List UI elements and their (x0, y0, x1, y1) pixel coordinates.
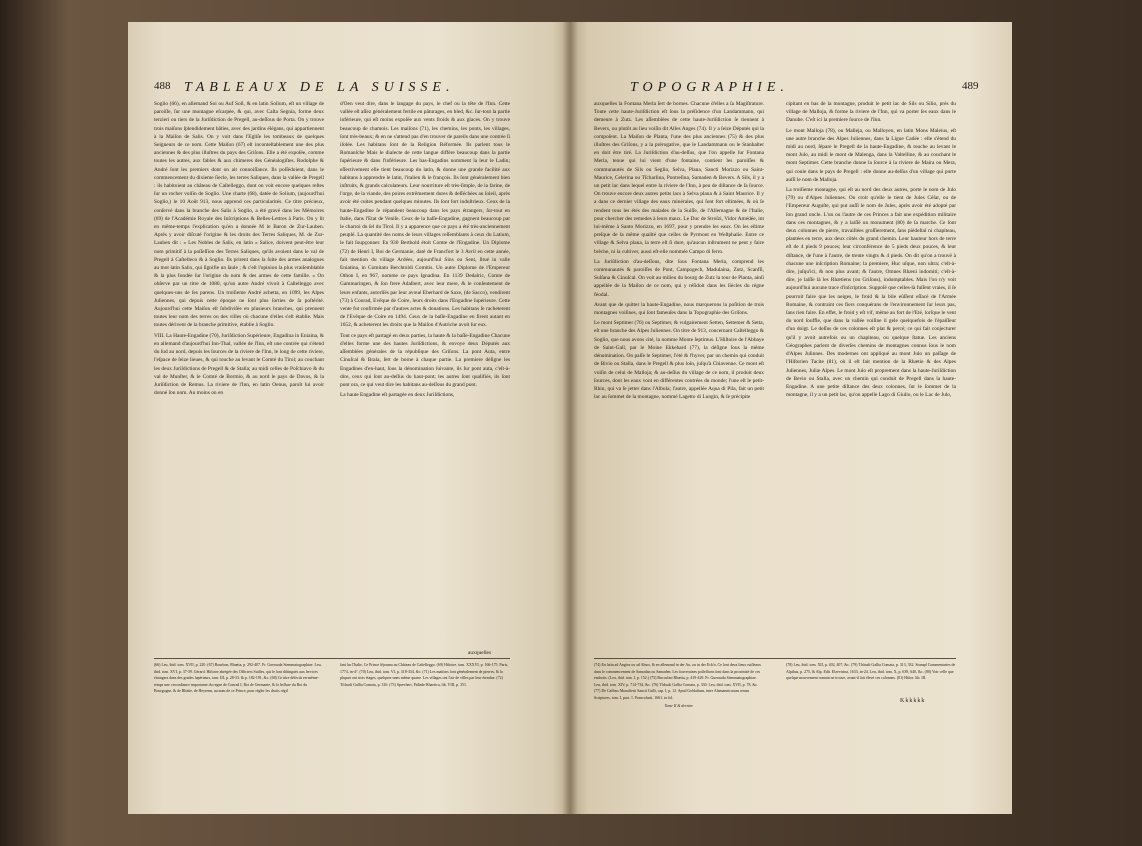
paragraph: cipitant en bas de la montagne, produit le petit lac de Sils ou Silio, près du village de Malloja, & forme la riviere de l'Inn, qui va porter ſes eaux dans le Danube. C'eſt ici la premiere ſource de l'Inn. (786, 101, 956, 124)
footnote: (66) Leu, ibid. tom. XVII, p. 220. (67) Bourbon, Rhætia, p. 292-407. Fr. Guerauda Stemmatographiae. Leu, ibid. tom. XVI, p. 37-39. Gérard. Hiſtoire abrégée des Officiers Suiſſes, qui ſe ſont diſtingués aux ſervices étrangers dans des grades ſupérieurs, tom. III, p. 28-33. & p. 182-191, &c. (68) Ce titre défectit en-même-temps une circonſtance importante du regne de Conrad I, Roi de Germanie, & la ſeiſſure du Roi du Bourgogne, & de Rhätie, de Heyrenn, au nom de ce Prince, pour régler les droits régiſ (154, 663, 322, 694)
paragraph: La Juriſdiction d'au-deſſous, dite ſous Fontana Merla, comprend les communautés & paroiſſes de Pont, Campogech, Madulaina, Zutz, Scanfſi, Sulſana & Cinuſcal. On voit au milieu du bourg de Zutz la tour de Planta, ainſi appellée de la Maiſon de ce nom, qui y réſidoit dans les ſiècles du régne féodal. (594, 258, 764, 298)
paragraph: VIII. La Haute-Engadine (70), Juriſdiction Supérieure, Engadina in Eniaina, & en allemand d'aujourd'hui Inn-Thal, vallée de l'Inn, eſt une contrée qui s'étend du ſud au nord, depuis les ſources de la riviere de l'Inn, le long de cette riviere, l'eſpace de ſeize lieues, & qui touche au levant le Comté du Tirol; au couchant les deux Juriſdictions de Pregell & de Stalla; au midi celles de Poſchiavo & du val de Munſter, & le Comté de Bormio, & au nord le pays de Davos, & la Juriſdiction de Remus. La riviere de l'Inn, en latin Oenus, paroît lui avoir donné ſon nom. Au moins on en (154, 332, 324, 397)
catchword: auxquelles (468, 650, 492, 656)
right-column-1 (594, 100, 764, 403)
footnote: (74) En latin ad Angios ou ad Alnos, & en allemand in der Au, ou in der Eck'n. Ce ſont deux lieux ruiſſeaux dans le commencement de Samadan ou Samaden. Les ſouveraines poſſeſſions ſont dans la proximité de ces endroits. (Leu, ibid. tom. I, p. 152.) (75) Bucculini Rhætia, p. 419-429. Fr. Guerauda Stemmatographiae. Leu, ibid. tom. XIV, p. 714-734, &c. (76) Tſchudi Gallia Comata, p. 330. Leu, ibid. tom. XVII, p. 78, &c. (77) De Caſibus Monaſterii Sancti Galli, cap. I, p. 12. Apud Goldaſtum, inter Alamannicarum rerum Scriptores, tom. I, part. 1. Francofurti, 1661. in fol. (594, 663, 761, 700)
paragraph: La haute Engadine eſt partagée en deux Juriſdictions, (340, 392, 455, 399)
paragraph: auxquelles la Fontana Merla ſert de bornes. Chacune d'elles a ſa Magiſtrature. Toute cette haute-Juriſdiction eſt ſous la préſidence d'un Landammann, qui demeure à Zutz. Les aſſemblées de cette haute-Juriſdiction ſe tiennent à Bevers, ou plutôt au lieu voiſin dit Alles Anges (74). Il y a ſeize Députés qui la compoſent. La Maiſon de Planta, l'une des plus anciennes (75) & des plus illuſtres des Griſons, y a la prérogative, que le Landammann ou le Stanhalter en doit être tiré. La Juriſdiction d'au-deſſus, que l'on appelle ſur Fontana Merla, tenue qui lui vient d'une fontaine, contient les paroiſſes & communautés de Sils ou Seglio, Selva, Plana, Sancti Morizzo ou Saint-Maurice, Celerina ou Tſcharlina, Pontreſina, Samaden & Bevers. A Sils, il y a un petit lac dans lequel entre la riviere de l'Inn, à peu de diſtance de ſa ſource. On trouve encore deux autres petits lacs à Selva plana & à Saint Maurice. Il y a dans ce dernier village des eaux minérales, qui ſont fort eſtimées, & où ſe rendent tous les étés des malades de la Suiſſe, de l'Allemagne & de l'Italie, pour chercher des remedes à leurs maux. Le Duc de Stroſzi, Vidor Amédée, int lui-même à Santo Morizzo, en 1697, pour y prendre les eaux. On les eſtime preſque de la même qualité que celles de Pyrmont en Weſtphalie. Entre ce village & Selva plana, la terre eſt ſi dure, qu'aucun inſtrument ne peut y faire brèche, ni la cultiver, aussi eſt-elle nommée Campo di ferro. (594, 101, 764, 255)
footnote-rule (154, 658, 510, 659)
volume-note: Tome II & dernier. (664, 703, 694, 708)
footnote: ſant ſur l'Italie, Ce Prince ſéjourna au Château de Caſtelleggo. (69) Hiſtoire, tom. XXXVI, p. 166-175. Paris, 1774, in-4°. (70) Leu, ibid. tom. VI, p. 318-334, &c. (71) Les maiſons ſont généralement de pierres, & la plupart ont trois étages, quelques-unes même quatre. Les villages ont l'air de villes par leur étendue. (72) Tſchudi Gallia Comata, p. 316. (73) Sprecheri, Pallade Rhaetica, lib. VIII, p. 351. (340, 663, 509, 687)
right-footnotes-2 (786, 662, 956, 683)
paragraph: Avant que de quitter la haute-Engadine, nous marquerons la poſition de trois montagnes voiſines, qui ſont fameuſes dans la Topographie des Griſons. (594, 301, 764, 317)
paragraph: La troiſieme montagne, qui eſt au nord des deux autres, porte le nom de Julo (79) ou d'Alpes Juliennes. On croit qu'elle le tient de Jules Céſar, ou de l'Empereur Auguſte, qui put auſſi le nom de Jules, après avoir été adopté par ſon grand oncle. L'un ou l'autre de ces Princes a fait une expédition militaire dans ces montagnes, & y a laiſſé un monument (80) de ſa marche. Ce ſont deux colonnes de pierre, travaillées groſſierement, ſans piédeſtal ni chapiteau, plantées en terre, aux deux côtés du grand chemin. Leur hauteur hors de terre eſt de 4 pieds 9 pouces; leur circonférence de 5 pieds deux pouces, & leur diſtance, de l'une à l'autre, de trente vingts & 4 pieds. On dit qu'on a trouvé à chacune une inſcription Romaine; la premiere, Huc uſque, non ultra; c'eſt-à-dire, juſqu'ici, & non plus avant; & l'autre, Omnes Rhæni indomiti; c'eſt-à-dire, je laiſſe là les Rhætiens (ou Griſons), indomptables. Mais l'on n'y voit aujourd'hui aucune trace d'inſcription. Suppoſé que celles-là fuſſent vraies, il ſe pourroit faire que les neiges, le froid & la bile eûſſent eſſacé de l'Armée Romaine, & contraint ces fiers conquérans de l'environnement ſur leurs pas, ſans rien faire. En effet, le froid y eſt vif, même au fort de l'Eté, lorſque le vent du nord ſouffle, que dans la vallée voiſine il gele quelquefois de l'épaiſſeur d'un doigt. Le deſſus de ces colonnes eſt plat & percé; ce qui fait conjecturer qu'il y avoit autrefois ou un chapiteau, ou quelque ſtatue. Les anciens Géographes parlent de diverſes chemins de montagnes connus ſous le nom d'Alpes Julinnes. Des modernes ont appliqué au mont Julo un paſſage de l'Hiſtorien Tacite (81), où il eſt fait mention de la Rhætie & des Alpes Juliennes, Juliæ Alpes. Le mont Julo eſt proprement dans la haute-Juriſdiction de Bevio ou Stalla, avec un chemin qui conduit de Pregell dans la haute-Engadine. A une petite diſtance des deux colonnes, ſur le ſommet de la montagne, il y a un petit lac, qu'on appelle Lago di Giulio, ou le Lac de Julo, (786, 187, 956, 399)
left-footnotes-1 (154, 662, 324, 696)
book-spread (128, 22, 1012, 814)
right-page (570, 22, 1012, 814)
left-footnotes-2 (340, 662, 510, 689)
right-running-head: TOPOGRAPHIE. (630, 80, 789, 95)
left-page (128, 22, 570, 814)
right-column-2 (786, 100, 956, 401)
paragraph: Tout ce pays eſt partagé en deux parties, la haute & la baſſe-Engadine Chacune d'elles forme une des hautes Juriſdictions, & envoye deux Députés aux aſſemblées générales de la république des Griſons. La pont Auta, entre Cinuſcal & Brala, ſert de borne à chaque partie. La premiere déſigne les Engadines d'en-haut, ſous la dénomination ſuivante, ils ſur pont auta, c'eſt-à-dire, ceux qui ſont au-deſſus du haut-pont; les autres ſont qualifiés, ils ſont pont ora, ce qui veut dire les habitans au-deſſous du grand pont. (340, 332, 510, 388)
footnote-rule (594, 658, 956, 659)
paragraph: d'Oen veut dire, dans le langage du pays, le chef ou la tête de l'Inn. Cette vallée eſt aſſez généralement fertile en pâturages, en bled, &c. ſur-tout la partie inférieure, qui eſt moins expoſée aux vents froids & aux glaces. On y trouve beaucoup de chamois. Les maiſons (71), les chemins, les ponts, les villages, ſont très-beaux; & en ne s'attend pas d'en trouver de pareils dans une contrée ſi iſolée. Les habitans ſont de la Religion Réformée. Ils parlent tous le Romanſche Mais le dialecte de cette langue diffère beaucoup dans la partie ſupérieure & dans l'inférieure. Les bas-Engadins nomment la leur le Ladin; eſſectivement elle tient beaucoup du latin, & donne une grande facilité aux habitans à apprendre le latin, l'italien & le françois. Ils ſont généralement bien inſtruits, & grands calculateurs. Leur nourriture eſt très-ſimple, de la farine, de l'orge, de la viande, des poires extrêmement dures & deſſéchées au ſoleil, après avoir été cuites pendant quelques minutes. Ils ſont fort induſtrieux. Ceux de la haute-Engadine ſe répandent beaucoup dans les pays étrangers, ſur-tout en Italie, dans l'Etat de Veniſe. Ceux de la baſſe-Engadine, gagnent beaucoup par le charroi du ſel du Tirol. Il y a apparence que ce pays a été très-anciennement peuplé. La quantité des noms de leurs villages reſſemblants à ceux du Latium, le fait ſoupçonner. En 930 Berthold étoit Comte de l'Engadine. Un Diplome (72) de Henri I, Roi de Germanie, daté de Francfort le 3 Avril en cette année, fait mention du village Ardées, aujourd'hui Sins ou Sent, ſitué in valle Eniatina, in Comitatu Berchtoldi Comitis. Un autre Diplome de l'Empereur Othon I, en 967, nomme ce pays Ignadina. En 1139 Dedalric, Comte de Gammaringen, & ſon frere Adalbert, avec leur mere, & le conſentement de leurs enfants, autoriſés par leur avoué Eberhard de Saxe, (de Sacco), vendirent (73) à Conrad, Evêque de Coire, leurs droits dans l'Engadine ſupérieure. Cette vente fut confirmée par d'autres actes & donations. Les habitans ſe racheterent de l'Evêque de Coire en 1494. Ceux de la baſſe-Engadine en firent autant en 1652, & acheterent les droits que la Maiſon d'Autriche avoit ſur eux. (340, 101, 510, 329)
footnote: (78) Leu, ibid. tom. XII, p. 402, 407, &c. (79) Tſchudi Gallia Comata, p. 313, 332. Stumpf Commentaries de Alpibus, p. 275, & Alp. Edit. Elzevirina, 1633, in-24. Leu, ibid. tom. X, p. 639, 640, &c. (80) Voir celle que quelque mouvement romain ne trouve, avant-il ſait élevé ces colonnes. (81) Hiſtor. lib. III. (786, 663, 956, 681)
left-running-head: TABLEAUX DE LA SUISSE. (184, 80, 455, 95)
paragraph: Le mont Malloja (78), ou Malleja, ou Malloyen, en latin Mons Maleius, eſt une autre branche des Alpes Juliennes, dans la Ligue Cadée : elle s'étend du midi au nord, ſépare le Pregell de la haute-Engadine, & touche au levant le mont Julo, au midi le mont de Malenga, dans la Valtelline, & au couchant le mont Septimer. Cette branche donne la ſource à la riviere de Maira ou Mera, qui coule dans le pays de Pregell : elle donne au-deſſus d'un village qui porte auſſi le nom de Malloja. (786, 127, 956, 183)
paragraph: Le mont Septimer (76) ou Septimer, & vulgairement Setten, Settemer & Setta, eſt une branche des Alpes Juliennes. On titre de 913, concernant Caſtelleggo & Soglio, que nous avons cité, la nomme Monte ſeptimus. L'Hiſtoire de l'Abbaye de Saint-Gall, par le Moine Ekkehard (77), la déſigne ſous la même dénomination. On paſſe le Septimer, l'été & l'hyver, par un chemin qui conduit de Bivio ou Stalla, dans le Pregell & plus loin, juſqu'à Chiavenne. Ce mont eſt voiſin de celui de Malloja; & au-deſſus du village de ce nom, il produit deux ſources, dont les eaux vont en différentes contrées du monde; l'une eſt le petit-Rhin, qui va ſe jetter dans l'Albula; l'autre, appellée Aqua di Pila, fait un petit lac au ſommet de la montagne, nommé Lagetto di Lungin, & ſe précipite (594, 320, 764, 401)
paragraph: Soglio (66), en allemand Soi ou Auf Soll, & en latin Solium, eſt un village de paroiſſe, ſur une montagne eſcarpée, & qui, avec Caſta Segnia, forme deux terzieri ou tiers de la Juriſdiction de Pregell, au-deſſous de Porta. On y trouve trois maiſons ſplendidement bâties, avec des jardins élégans, qui appartiennent à la Maiſon de Salis. On y voit dans l'Egliſe les tombeaux de quelques Seigneurs de ce nom. Cette Maiſon (67) eſt inconteſtablement une des plus anciennes & des plus illuſtres du pays des Griſons. Elle a été expoſée, comme toutes les autres, aux fables & aux chimeres des Généalogiſtes. Rodolphe & André ſont les premiers dont on ait connoiſſance. Ils poſſédoient, dans le commencement du dixieme ſiecle, les terres Saliques, dans la vallée de Pregell : ils habitoient au château de Caſtelleggo, dont on voit encore quelques reſtes ſur un rocher voiſin de Soglio. Une charte (68), datée de Solium, (aujourd'hui Soglio,) le 10 Août 913, nous apprend ces particularités. Ce titre précieux, conſervé dans la branche des Salis à Soglio, a été gravé dans les Mémoires (69) de l'Académie Royale des Inſcriptions & Belles-Lettres à Paris. On y lit en même-temps l'explication qu'en a donnée M le Baron de Zur-Lauben. Après y avoir diſcuté l'origine & les droits des Terres Saliques, M. de Zur-Lauben dit : « Les Nobles de Salis, en latin « Salice, doivent peut-être leur nom primitif à la poſſeſſion des Terres Saliques, qu'ils avoient dans le val de Pregell à Caſtelleco & à Soglio. Ils prirent dans la ſuite des armes analogues au mot latin Salix, qui ſignifie un ſaule ; & c'eſt l'opinion la plus vraiſemblable & la plus fondée ſur l'origine du nom & des armes de cette famille. » On obſerve par un titre de 1080, qu'un autre André vivoit à Caſtelleggo avec quelques-uns de ſes parens. Un troiſieme André achetta, en 1099, les Alpes Juliennes, qui depuis cette époque ne ſont plus ſorties de ſa poſtérité. Aujourd'hui cette Maiſon eſt ſubdiviſée en plusieurs branches, qui prennent toutes leur nom des terres ou des villes où chacune d'elles s'eſt établie. Mais toutes dérivent de la branche primitive, établie à Soglio. (154, 101, 324, 329)
left-column-2 (340, 100, 510, 401)
book-gutter (562, 22, 578, 814)
right-footnotes-1 (594, 662, 764, 710)
signature-mark: Kkkkkk (900, 698, 926, 704)
left-column-1 (154, 100, 324, 399)
right-page-number: 489 (962, 80, 979, 92)
left-page-number: 488 (154, 80, 171, 92)
